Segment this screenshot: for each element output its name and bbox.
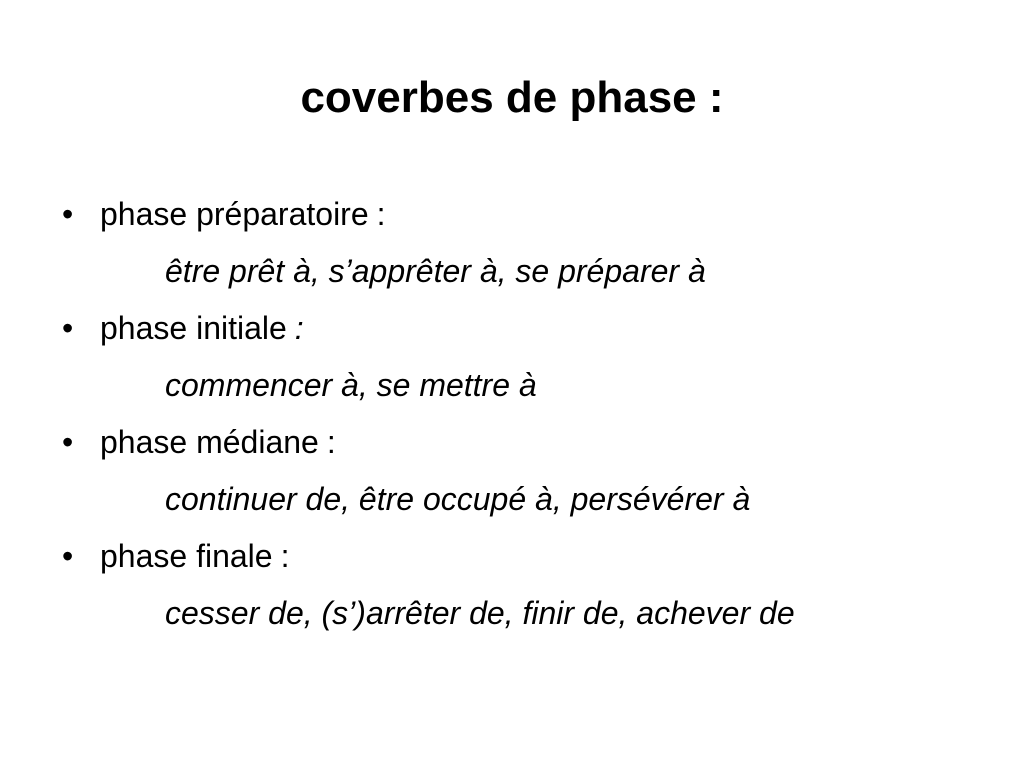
slide-title: coverbes de phase : — [300, 73, 724, 122]
list-item-mediane — [0, 414, 1024, 528]
item-examples: continuer de, être occupé à, persévérer à — [165, 481, 751, 517]
list-item-preparatoire — [0, 186, 1024, 300]
bullet-icon: • — [62, 196, 74, 232]
list-item-finale — [0, 528, 1024, 642]
item-label: phase médiane — [100, 424, 319, 460]
bullet-icon: • — [62, 310, 74, 346]
phase-list — [0, 186, 1024, 642]
item-separator: : — [294, 310, 304, 346]
item-separator: : — [326, 424, 336, 460]
item-examples: commencer à, se mettre à — [165, 367, 537, 403]
bullet-icon: • — [62, 424, 74, 460]
item-separator: : — [376, 196, 386, 232]
item-examples: être prêt à, s’apprêter à, se préparer à — [165, 253, 706, 289]
item-separator: : — [280, 538, 290, 574]
bullet-icon: • — [62, 538, 74, 574]
item-label: phase préparatoire — [100, 196, 369, 232]
list-item-initiale — [0, 300, 1024, 414]
item-examples: cesser de, (s’)arrêter de, finir de, achever de — [165, 595, 795, 631]
item-label: phase finale — [100, 538, 273, 574]
item-label: phase initiale — [100, 310, 287, 346]
